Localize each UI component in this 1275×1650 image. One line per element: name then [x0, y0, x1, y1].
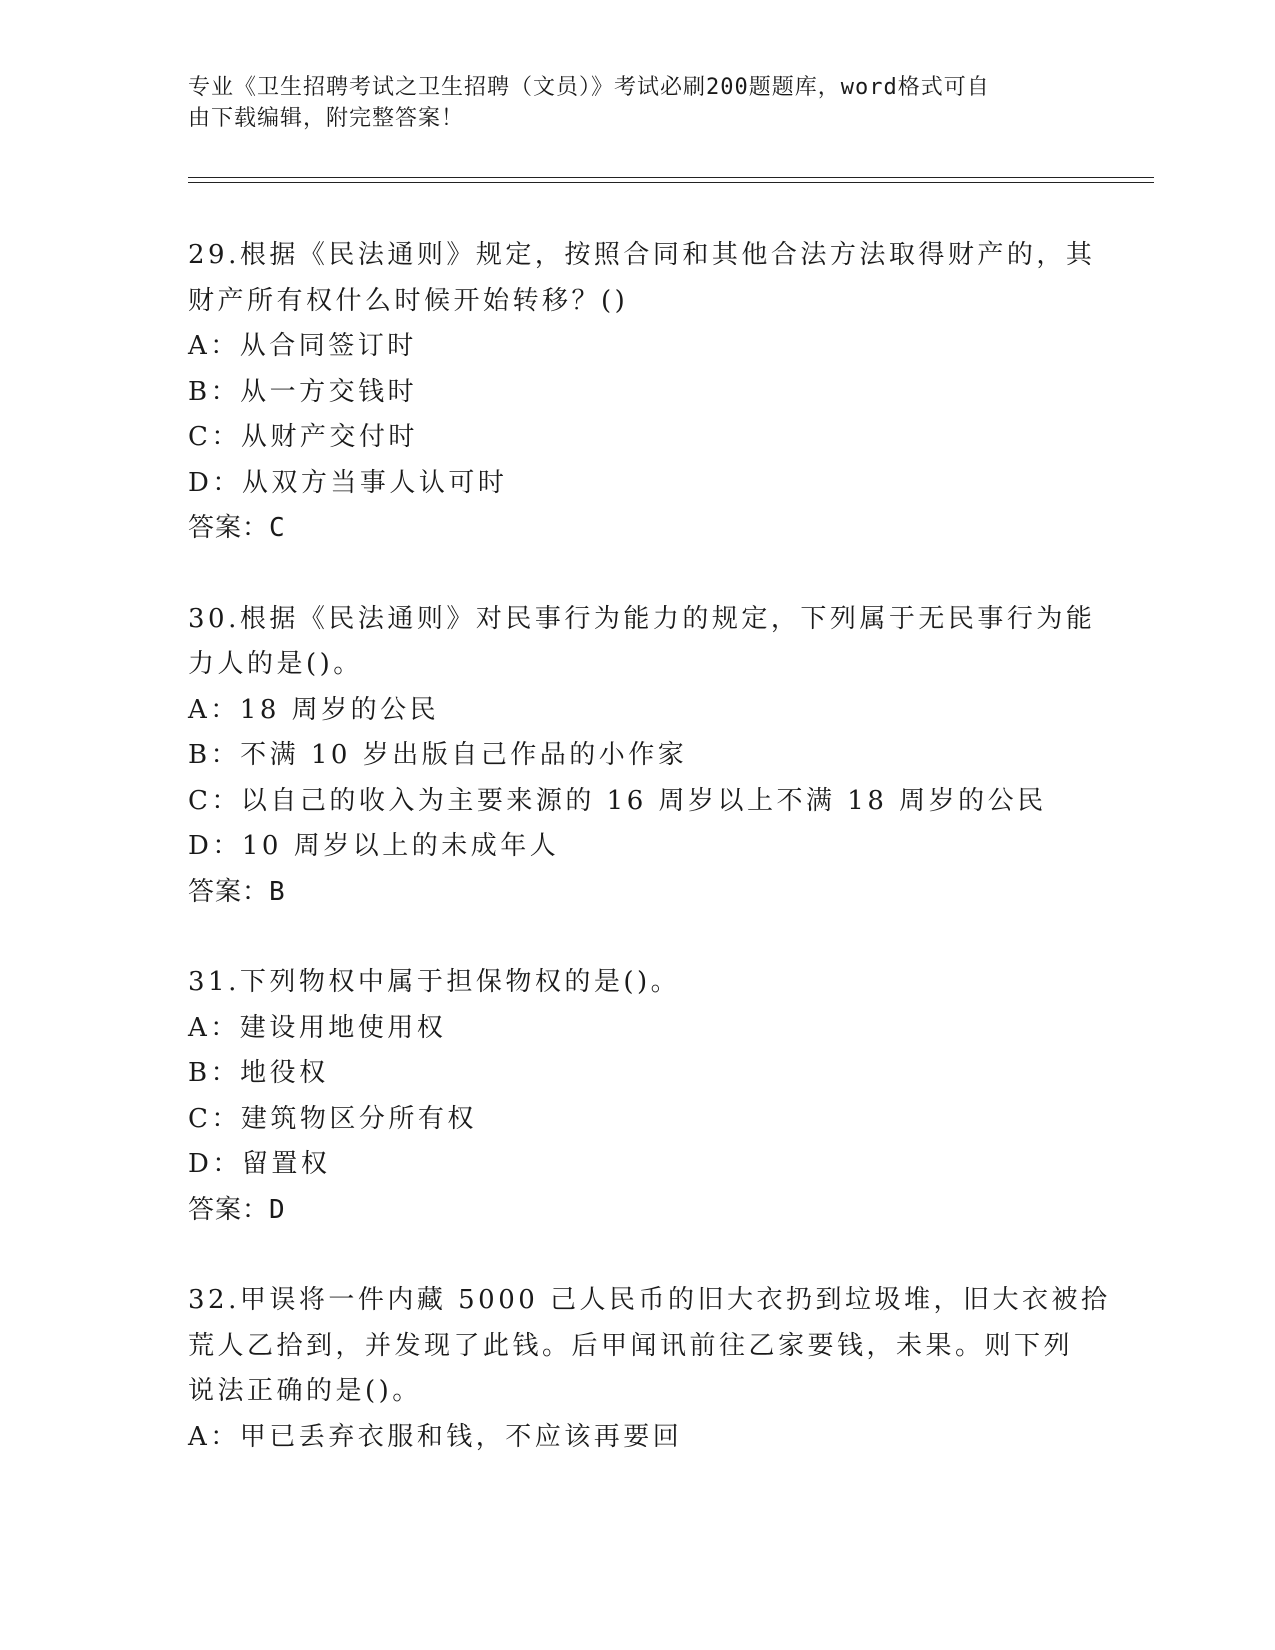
answer-line: 答案：B	[188, 876, 286, 907]
option-d: D：10 周岁以上的未成年人	[188, 831, 560, 861]
option-d: D：留置权	[188, 1149, 331, 1179]
option-c: C：以自己的收入为主要来源的 16 周岁以上不满 18 周岁的公民	[188, 785, 1047, 816]
option-a: A：甲已丢弃衣服和钱，不应该再要回	[188, 1421, 683, 1452]
option-c: C：建筑物区分所有权	[188, 1103, 477, 1134]
question-stem-line: 30.根据《民法通则》对民事行为能力的规定，下列属于无民事行为能	[188, 603, 1096, 634]
question-30	[188, 597, 1096, 916]
question-stem-line: 荒人乙拾到，并发现了此钱。后甲闻讯前往乙家要钱，未果。则下列	[188, 1330, 1074, 1361]
question-stem-line: 31.下列物权中属于担保物权的是()。	[188, 967, 681, 997]
option-b: B：地役权	[188, 1058, 329, 1088]
answer-line: 答案：D	[188, 1194, 286, 1225]
option-c: C：从财产交付时	[188, 422, 418, 452]
answer-line: 答案：C	[188, 513, 286, 543]
header-divider-bottom	[188, 182, 1154, 183]
question-stem-line: 说法正确的是()。	[188, 1376, 422, 1406]
question-stem-line: 财产所有权什么时候开始转移？()	[188, 285, 629, 316]
header-line-1: 专业《卫生招聘考试之卫生招聘（文员）》考试必刷200题题库，word格式可自	[188, 75, 990, 100]
option-a: A：18 周岁的公民	[188, 694, 440, 725]
question-stem-line: 29.根据《民法通则》规定，按照合同和其他合法方法取得财产的，其	[188, 240, 1096, 270]
option-b: B：从一方交钱时	[188, 376, 418, 407]
question-32	[188, 1278, 1111, 1460]
document-header	[188, 72, 1088, 134]
header-divider-top	[188, 177, 1154, 178]
question-list	[188, 233, 1111, 1505]
option-a: A：建设用地使用权	[188, 1012, 447, 1043]
option-a: A：从合同签订时	[188, 331, 417, 361]
question-stem-line: 32.甲误将一件内藏 5000 己人民币的旧大衣扔到垃圾堆，旧大衣被拾	[188, 1285, 1111, 1315]
option-d: D：从双方当事人认可时	[188, 467, 508, 498]
question-31	[188, 960, 1088, 1233]
question-29	[188, 233, 1096, 552]
option-b: B：不满 10 岁出版自己作品的小作家	[188, 740, 688, 770]
header-line-2: 由下载编辑，附完整答案！	[188, 106, 465, 131]
question-stem-line: 力人的是()。	[188, 649, 363, 679]
